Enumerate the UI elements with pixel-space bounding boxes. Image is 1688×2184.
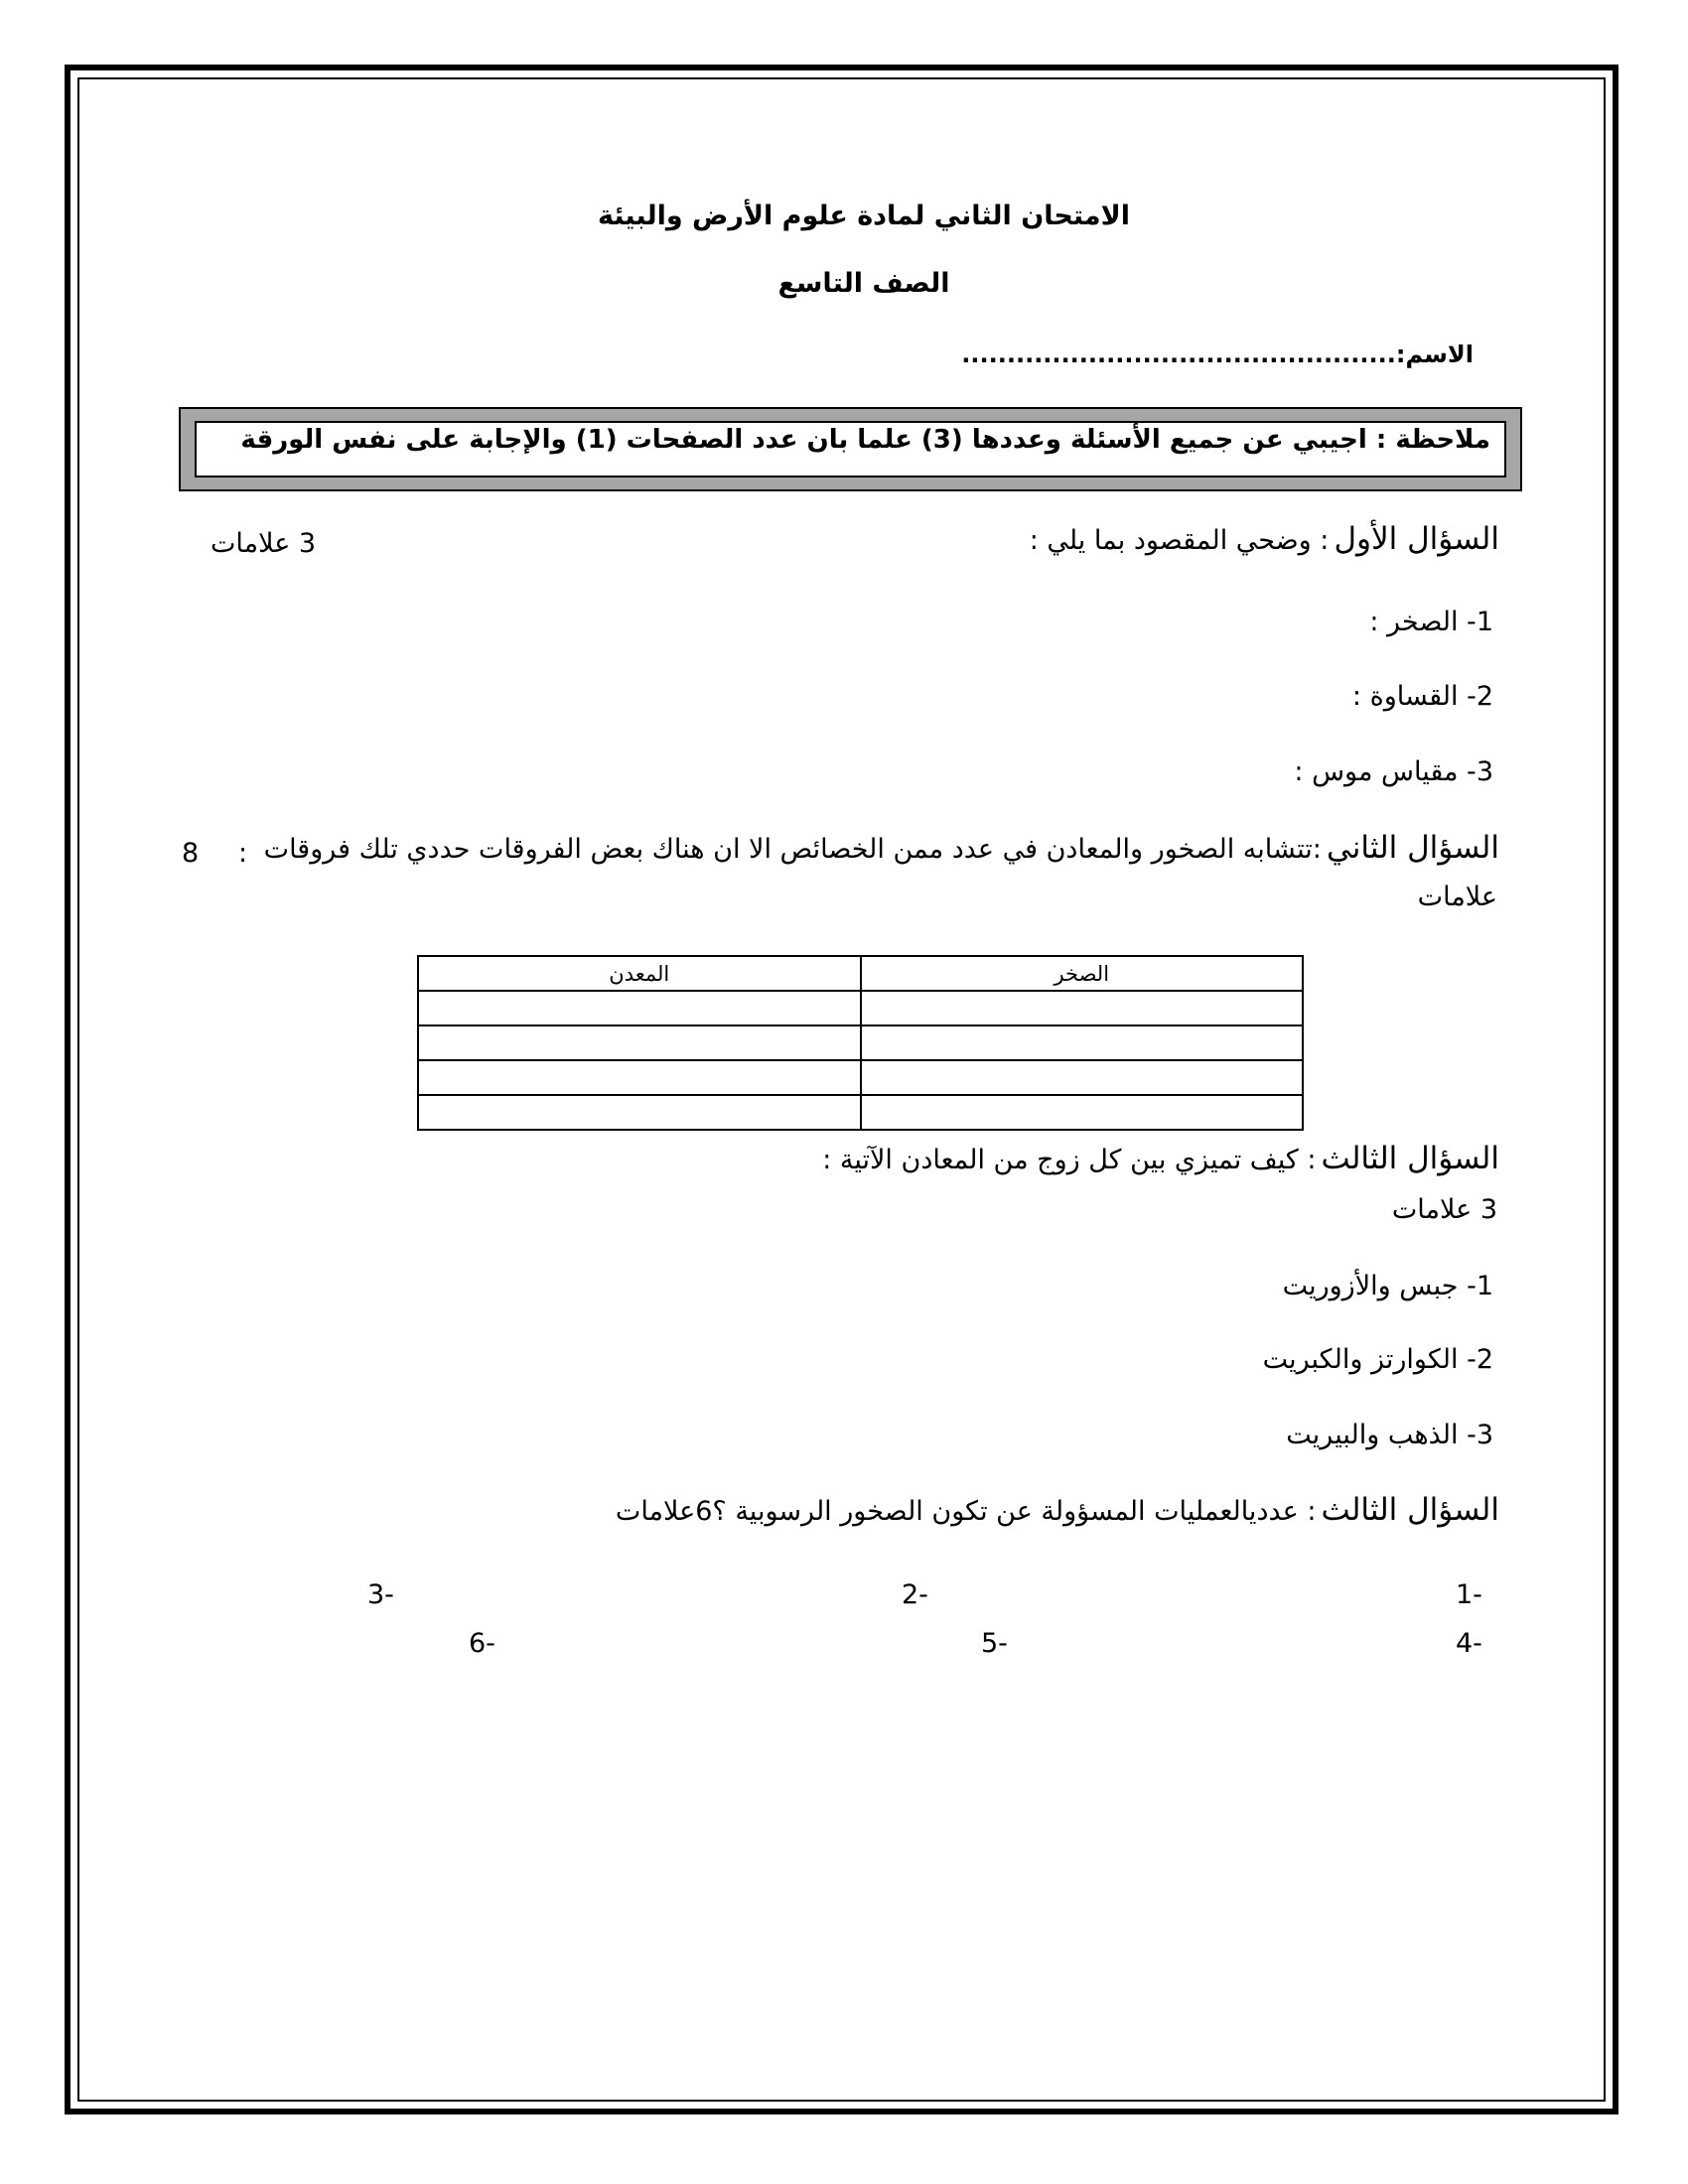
table-row: [418, 1060, 1303, 1095]
q2-marks-colon: :: [238, 838, 248, 869]
table-cell[interactable]: [418, 1060, 861, 1095]
q1-instruction: : وضحي المقصود بما يلي :: [1029, 525, 1330, 556]
name-label: الاسم:: [1395, 341, 1474, 368]
table-row: [418, 1095, 1303, 1130]
table-cell[interactable]: [418, 991, 861, 1025]
table-cell[interactable]: [861, 991, 1304, 1025]
name-dots: ................................................: [961, 341, 1396, 368]
table-header-rock: الصخر: [861, 956, 1304, 991]
q2-instruction: :تتشابه الصخور والمعادن في عدد ممن الخصائص الا ان هناك بعض الفروقات حددي تلك فروقات: [263, 834, 1322, 865]
q1-item-2: 2- القساوة :: [1351, 681, 1493, 712]
q4-number-6: 6-: [469, 1628, 495, 1659]
q1-line: [1030, 521, 1499, 557]
q3-item-2: 2- الكوارتز والكبريت: [1262, 1344, 1493, 1375]
q2-marks-number: 8: [182, 838, 200, 869]
student-name-field[interactable]: [961, 341, 1474, 368]
table-cell[interactable]: [861, 1060, 1304, 1095]
table-cell[interactable]: [418, 1025, 861, 1060]
note-text: ملاحظة : اجيبي عن جميع الأسئلة وعددها (3) علما بان عدد الصفحات (1) والإجابة على نفس الورقة: [240, 425, 1490, 455]
table-header-mineral: المعدن: [418, 956, 861, 991]
q4-number-1: 1-: [1456, 1579, 1482, 1610]
q1-item-1: 1- الصخر :: [1369, 607, 1493, 637]
table-cell[interactable]: [418, 1095, 861, 1130]
q2-heading: السؤال الثاني: [1326, 830, 1499, 866]
q3-line: [822, 1141, 1499, 1176]
q2-marks-word: علامات: [1417, 882, 1497, 912]
q4-number-4: 4-: [1456, 1628, 1482, 1659]
q3-heading: السؤال الثالث: [1321, 1141, 1499, 1176]
q3-marks: 3 علامات: [1391, 1194, 1497, 1225]
note-inner-box: [195, 421, 1506, 478]
q4-instruction: : عدديالعمليات المسؤولة عن تكون الصخور الرسوبية ؟6علامات: [615, 1496, 1317, 1527]
table-row: [418, 991, 1303, 1025]
exam-title: الامتحان الثاني لمادة علوم الأرض والبيئة: [598, 201, 1130, 231]
q3-item-3: 3- الذهب والبيريت: [1286, 1420, 1493, 1450]
q4-number-5: 5-: [981, 1628, 1008, 1659]
rock-mineral-table: [417, 955, 1304, 1131]
q1-marks: 3 علامات: [211, 528, 317, 559]
table-cell[interactable]: [861, 1095, 1304, 1130]
table-header-row: [418, 956, 1303, 991]
q4-number-3: 3-: [367, 1579, 394, 1610]
q4-heading: السؤال الثالث: [1321, 1492, 1499, 1528]
table-cell[interactable]: [861, 1025, 1304, 1060]
note-box: [179, 407, 1522, 491]
q3-item-1: 1- جبس والأزوريت: [1282, 1271, 1493, 1301]
q3-instruction: : كيف تميزي بين كل زوج من المعادن الآتية :: [822, 1145, 1317, 1175]
q1-item-3: 3- مقياس موس :: [1294, 756, 1493, 787]
q2-line: [264, 830, 1499, 866]
q1-heading: السؤال الأول: [1334, 521, 1499, 557]
q4-number-2: 2-: [902, 1579, 928, 1610]
q4-line: [616, 1492, 1499, 1528]
grade-title: الصف التاسع: [777, 268, 950, 299]
table-row: [418, 1025, 1303, 1060]
